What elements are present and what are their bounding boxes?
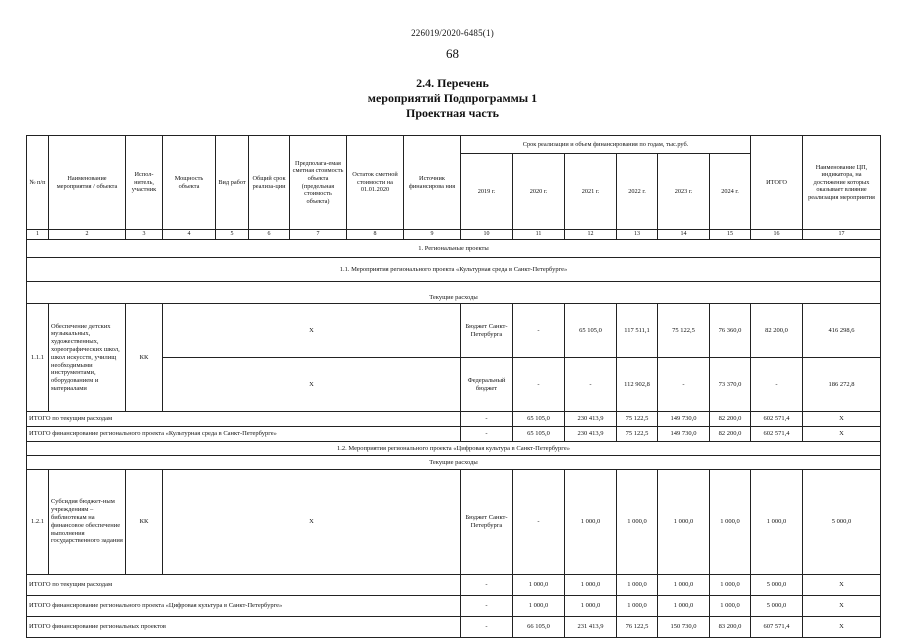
col-num: 15 (710, 230, 751, 240)
col-num: 7 (290, 230, 347, 240)
value-total: 607 571,4 (751, 616, 803, 637)
header-funding-source: Источник финансирова ния (404, 136, 461, 230)
value-2019: - (461, 427, 513, 442)
value-2021: 230 413,9 (565, 427, 617, 442)
title-line-1: 2.4. Перечень (416, 76, 489, 90)
value-2024: 1 000,0 (710, 595, 751, 616)
row-number: 1.1.1 (27, 304, 49, 412)
col-num: 2 (49, 230, 126, 240)
value-2019: - (461, 412, 513, 427)
event-name: Субсидия бюджет-ным учреждениям – библиотекам на финансовое обеспечение выполнения государственного задания (49, 470, 126, 574)
value-2021: 231 413,9 (565, 616, 617, 637)
cross-mark: Х (803, 616, 881, 637)
value-total: 602 571,4 (751, 427, 803, 442)
value-2019: - (461, 574, 513, 595)
total-current-2-row (27, 574, 881, 595)
col-num: 6 (249, 230, 290, 240)
header-capacity: Мощность объекта (163, 136, 216, 230)
value-2023: 149 730,0 (658, 412, 710, 427)
value-2021: 117 511,1 (617, 304, 658, 358)
executor: КК (126, 470, 163, 574)
value-2022: 1 000,0 (617, 574, 658, 595)
value-2020: 66 105,0 (513, 616, 565, 637)
title-line-3: Проектная часть (406, 106, 499, 120)
cross-mark: Х (163, 304, 461, 358)
funding-source: Бюджет Санкт-Петербурга (461, 304, 513, 358)
value-total: 5 000,0 (751, 595, 803, 616)
value-2024: - (751, 358, 803, 412)
cross-mark: Х (803, 412, 881, 427)
value-2021: 230 413,9 (565, 412, 617, 427)
funding-source: Федеральный бюджет (461, 358, 513, 412)
col-num: 5 (216, 230, 249, 240)
value-2024: 82 200,0 (751, 304, 803, 358)
header-cost-balance: Остаток сметной стоимости на 01.01.2020 (347, 136, 404, 230)
events-table (26, 135, 881, 638)
header-year-2022: 2022 г. (617, 154, 658, 230)
column-numbers-row (27, 230, 881, 240)
col-num: 4 (163, 230, 216, 240)
cross-mark: Х (163, 358, 461, 412)
total-label: ИТОГО по текущим расходам (27, 574, 461, 595)
page-number: 68 (446, 46, 459, 61)
value-2024: 82 200,0 (710, 412, 751, 427)
table-row-1-2-1 (27, 470, 881, 574)
value-2021: 112 902,8 (617, 358, 658, 412)
section-cultural-env-row (27, 258, 881, 282)
header-year-2020: 2020 г. (513, 154, 565, 230)
value-2022: 75 122,5 (617, 412, 658, 427)
section-current-1-row (27, 282, 881, 304)
col-num: 9 (404, 230, 461, 240)
value-2020: 65 105,0 (513, 412, 565, 427)
value-2022: 1 000,0 (617, 595, 658, 616)
section-digital-row (27, 442, 881, 456)
value-2019: - (461, 595, 513, 616)
total-regional-row (27, 616, 881, 637)
value-2024: 82 200,0 (710, 427, 751, 442)
cross-mark: Х (803, 595, 881, 616)
total-label: ИТОГО финансирование региональных проектов (27, 616, 461, 637)
header-work-type: Вид работ (216, 136, 249, 230)
value-2020: 1 000,0 (565, 470, 617, 574)
value-2023: 76 360,0 (710, 304, 751, 358)
section-cultural-env: 1.1. Мероприятия регионального проекта «Культурная среда в Санкт-Петербурге» (27, 258, 881, 282)
header-total: ИТОГО (751, 136, 803, 230)
document-id: 226019/2020-6485(1) (411, 28, 494, 38)
col-num: 14 (658, 230, 710, 240)
value-2020: 1 000,0 (513, 595, 565, 616)
value-2019: - (461, 616, 513, 637)
col-num: 8 (347, 230, 404, 240)
header-year-2021: 2021 г. (565, 154, 617, 230)
col-num: 11 (513, 230, 565, 240)
value-2023: 1 000,0 (658, 595, 710, 616)
value-2023: 149 730,0 (658, 427, 710, 442)
value-2022: 75 122,5 (617, 427, 658, 442)
header-total-term: Общий срок реализа-ции (249, 136, 290, 230)
section-current-expenses-2: Текущие расходы (27, 456, 881, 470)
event-name: Обеспечение детских музыкальных, художественных, хореографических школ, школ искусств, училищ необходимыми инструментами, оборудованием и материалами (49, 304, 126, 412)
value-2022: - (658, 358, 710, 412)
total-label: ИТОГО по текущим расходам (27, 412, 461, 427)
header-estimated-cost: Предполага-емая сметная стоимость объекта (предельная стоимость объекта) (290, 136, 347, 230)
funding-source: Бюджет Санкт-Петербурга (461, 470, 513, 574)
col-num: 10 (461, 230, 513, 240)
value-2020: - (565, 358, 617, 412)
value-2024: 1 000,0 (710, 574, 751, 595)
header-year-2019: 2019 г. (461, 154, 513, 230)
value-2020: 65 105,0 (565, 304, 617, 358)
value-2024: 83 200,0 (710, 616, 751, 637)
value-2021: 1 000,0 (617, 470, 658, 574)
col-num: 3 (126, 230, 163, 240)
total-current-1-row (27, 412, 881, 427)
value-2023: 1 000,0 (658, 574, 710, 595)
value-2019: - (513, 358, 565, 412)
col-num: 17 (803, 230, 881, 240)
col-num: 16 (751, 230, 803, 240)
value-2023: 73 370,0 (710, 358, 751, 412)
value-2019: - (513, 304, 565, 358)
col-num: 13 (617, 230, 658, 240)
header-row-1 (27, 136, 881, 154)
value-2020: 65 105,0 (513, 427, 565, 442)
executor: КК (126, 304, 163, 412)
total-label: ИТОГО финансирование регионального проекта «Культурная среда в Санкт-Петербурге» (27, 427, 461, 442)
section-digital: 1.2. Мероприятия регионального проекта «Цифровая культура в Санкт-Петербурге» (27, 442, 881, 456)
header-year-2024: 2024 г. (710, 154, 751, 230)
cross-mark: Х (803, 427, 881, 442)
header-year-2023: 2023 г. (658, 154, 710, 230)
header-executor: Испол-нитель, участник (126, 136, 163, 230)
title-line-2: мероприятий Подпрограммы 1 (367, 91, 538, 105)
value-total: 186 272,8 (803, 358, 881, 412)
value-2020: 1 000,0 (513, 574, 565, 595)
value-2019: - (513, 470, 565, 574)
header-number: № п/п (27, 136, 49, 230)
value-2021: 1 000,0 (565, 574, 617, 595)
value-total: 602 571,4 (751, 412, 803, 427)
header-event-name: Наименование мероприятия / объекта (49, 136, 126, 230)
value-2022: 1 000,0 (658, 470, 710, 574)
value-total: 416 298,6 (803, 304, 881, 358)
header-indicator: Наименование ЦП, индикатора, на достижение которых оказывает влияние реализация мероприятия (803, 136, 881, 230)
value-2022: 75 122,5 (658, 304, 710, 358)
table-row-1-1-1-a (27, 304, 881, 358)
total-label: ИТОГО финансирование регионального проекта «Цифровая культура в Санкт-Петербурге» (27, 595, 461, 616)
value-2024: 1 000,0 (751, 470, 803, 574)
section-current-expenses-1: Текущие расходы (27, 282, 881, 304)
value-2023: 150 730,0 (658, 616, 710, 637)
header-years-group: Срок реализации и объем финансирования по годам, тыс.руб. (461, 136, 751, 154)
value-total: 5 000,0 (803, 470, 881, 574)
section-current-2-row (27, 456, 881, 470)
cross-mark: Х (163, 470, 461, 574)
value-2021: 1 000,0 (565, 595, 617, 616)
page-title (0, 76, 905, 121)
total-project-2-row (27, 595, 881, 616)
value-total: 5 000,0 (751, 574, 803, 595)
row-number: 1.2.1 (27, 470, 49, 574)
cross-mark: Х (803, 574, 881, 595)
total-project-1-row (27, 427, 881, 442)
col-num: 1 (27, 230, 49, 240)
section-regional-row (27, 240, 881, 258)
value-2023: 1 000,0 (710, 470, 751, 574)
section-regional: 1. Региональные проекты (27, 240, 881, 258)
col-num: 12 (565, 230, 617, 240)
value-2022: 76 122,5 (617, 616, 658, 637)
